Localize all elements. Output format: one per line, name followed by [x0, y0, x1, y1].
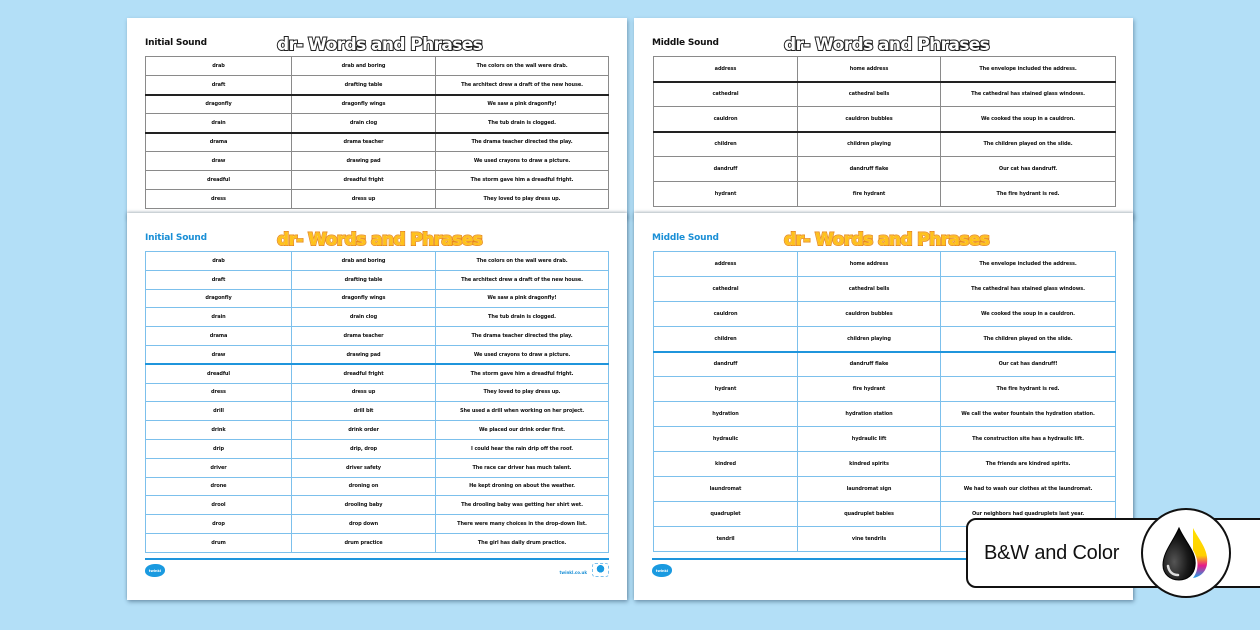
table-row: [146, 289, 609, 308]
sentence-cell: We saw a pink dragonfly!: [436, 289, 609, 308]
sentence-cell: The architect drew a draft of the new house.: [436, 270, 609, 289]
phrase-cell: kindred spirits: [798, 452, 941, 477]
sentence-cell: They loved to play dress up.: [436, 383, 609, 402]
table-row: [654, 327, 1116, 352]
phrase-cell: fire hydrant: [798, 377, 941, 402]
sentence-cell: The cathedral has stained glass windows.: [941, 82, 1116, 107]
word-cell: drain: [146, 308, 292, 327]
table-row: [146, 114, 609, 133]
word-cell: kindred: [654, 452, 798, 477]
table-row: [654, 57, 1116, 82]
sentence-cell: The fire hydrant is red.: [941, 182, 1116, 207]
ink-drops-svg: [1155, 522, 1217, 584]
phrase-cell: vine tendrils: [798, 527, 941, 552]
table-row: [654, 302, 1116, 327]
word-cell: drink: [146, 421, 292, 440]
phrase-cell: cathedral bells: [798, 82, 941, 107]
phrase-cell: drawing pad: [292, 152, 436, 171]
word-cell: quadruplet: [654, 502, 798, 527]
table-row: [654, 107, 1116, 132]
worksheet-title: dr- Words and Phrases: [277, 230, 483, 250]
word-cell: cauldron: [654, 107, 798, 132]
word-cell: dragonfly: [146, 95, 292, 114]
word-cell: draw: [146, 345, 292, 364]
word-cell: dandruff: [654, 352, 798, 377]
sentence-cell: The architect drew a draft of the new house.: [436, 76, 609, 95]
sentence-cell: The envelope included the address.: [941, 252, 1116, 277]
phrase-cell: dress up: [292, 383, 436, 402]
phrase-cell: dreadful fright: [292, 171, 436, 190]
table-row: [146, 252, 609, 271]
word-cell: drab: [146, 252, 292, 271]
phrase-cell: cauldron bubbles: [798, 302, 941, 327]
table-row: [654, 277, 1116, 302]
sentence-cell: They loved to play dress up.: [436, 190, 609, 209]
word-cell: children: [654, 327, 798, 352]
sentence-cell: She used a drill when working on her project.: [436, 402, 609, 421]
word-cell: drain: [146, 114, 292, 133]
word-cell: dreadful: [146, 364, 292, 383]
sentence-cell: The drooling baby was getting her shirt wet.: [436, 496, 609, 515]
worksheet-title: dr- Words and Phrases: [277, 35, 483, 55]
sentence-cell: We cooked the soup in a cauldron.: [941, 107, 1116, 132]
table-row: [654, 352, 1116, 377]
word-cell: drip: [146, 439, 292, 458]
table-row: [146, 57, 609, 76]
sentence-cell: The cathedral has stained glass windows.: [941, 277, 1116, 302]
sentence-cell: Our neighbors had quadruplets last year.: [941, 502, 1116, 527]
table-row: [146, 364, 609, 383]
phrase-cell: dragonfly wings: [292, 289, 436, 308]
sentence-cell: Our cat has dandruff.: [941, 157, 1116, 182]
phrase-cell: driver safety: [292, 458, 436, 477]
phrase-cell: drama teacher: [292, 133, 436, 152]
phrase-cell: children playing: [798, 327, 941, 352]
sound-label: Initial Sound: [145, 38, 207, 48]
worksheet-initial-sound-color: [127, 213, 627, 600]
phrase-cell: drum practice: [292, 533, 436, 552]
word-cell: cauldron: [654, 302, 798, 327]
table-row: [146, 439, 609, 458]
phrase-cell: children playing: [798, 132, 941, 157]
table-row: [146, 458, 609, 477]
phrase-cell: drab and boring: [292, 252, 436, 271]
word-table: [653, 251, 1116, 552]
phrase-cell: cathedral bells: [798, 277, 941, 302]
word-cell: children: [654, 132, 798, 157]
phrase-cell: drafting table: [292, 270, 436, 289]
table-row: [654, 477, 1116, 502]
sentence-cell: The storm gave him a dreadful fright.: [436, 171, 609, 190]
phrase-cell: dress up: [292, 190, 436, 209]
phrase-cell: dreadful fright: [292, 364, 436, 383]
worksheet-initial-sound-bw: [127, 18, 627, 218]
sentence-cell: The children played on the slide.: [941, 327, 1116, 352]
phrase-cell: dandruff flake: [798, 157, 941, 182]
table-row: [146, 327, 609, 346]
sound-label: Initial Sound: [145, 233, 207, 243]
table-row: [146, 533, 609, 552]
table-row: [146, 76, 609, 95]
sentence-cell: The colors on the wall were drab.: [436, 252, 609, 271]
word-cell: dandruff: [654, 157, 798, 182]
worksheet-middle-sound-bw: [634, 18, 1133, 218]
phrase-cell: hydration station: [798, 402, 941, 427]
ink-drops-icon: [1141, 508, 1231, 598]
sentence-cell: The storm gave him a dreadful fright.: [436, 364, 609, 383]
word-cell: hydrant: [654, 182, 798, 207]
sentence-cell: We used crayons to draw a picture.: [436, 152, 609, 171]
sentence-cell: The friends are kindred spirits.: [941, 452, 1116, 477]
sentence-cell: We had to wash our clothes at the laundromat.: [941, 477, 1116, 502]
table-row: [146, 152, 609, 171]
footer-quality-badge-icon: [592, 563, 609, 577]
word-cell: drama: [146, 327, 292, 346]
phrase-cell: droning on: [292, 477, 436, 496]
word-cell: drop: [146, 515, 292, 534]
sentence-cell: The girl has daily drum practice.: [436, 533, 609, 552]
word-cell: drool: [146, 496, 292, 515]
sentence-cell: The drama teacher directed the play.: [436, 133, 609, 152]
phrase-cell: drawing pad: [292, 345, 436, 364]
table-row: [654, 132, 1116, 157]
badge-label: B&W and Color: [984, 542, 1120, 564]
sentence-cell: He kept droning on about the weather.: [436, 477, 609, 496]
worksheet-title: dr- Words and Phrases: [784, 35, 990, 55]
word-cell: drama: [146, 133, 292, 152]
table-row: [146, 383, 609, 402]
table-row: [654, 402, 1116, 427]
word-cell: address: [654, 57, 798, 82]
phrase-cell: drop down: [292, 515, 436, 534]
worksheet-title: dr- Words and Phrases: [784, 230, 990, 250]
table-row: [146, 421, 609, 440]
word-cell: dress: [146, 190, 292, 209]
sentence-cell: The envelope included the address.: [941, 57, 1116, 82]
sentence-cell: We saw a pink dragonfly!: [436, 95, 609, 114]
sentence-cell: The race car driver has much talent.: [436, 458, 609, 477]
table-row: [654, 157, 1116, 182]
table-row: [146, 345, 609, 364]
phrase-cell: drink order: [292, 421, 436, 440]
sentence-cell: We cooked the soup in a cauldron.: [941, 302, 1116, 327]
sentence-cell: The construction site has a hydraulic lift.: [941, 427, 1116, 452]
twinkl-logo: twinkl: [145, 564, 165, 577]
sentence-cell: We call the water fountain the hydration station.: [941, 402, 1116, 427]
table-row: [654, 377, 1116, 402]
word-cell: draft: [146, 76, 292, 95]
table-row: [146, 496, 609, 515]
sound-label: Middle Sound: [652, 38, 719, 48]
word-cell: drone: [146, 477, 292, 496]
word-cell: cathedral: [654, 82, 798, 107]
table-row: [146, 402, 609, 421]
word-cell: hydraulic: [654, 427, 798, 452]
table-row: [146, 270, 609, 289]
table-row: [654, 182, 1116, 207]
sound-label: Middle Sound: [652, 233, 719, 243]
word-cell: drum: [146, 533, 292, 552]
word-cell: driver: [146, 458, 292, 477]
phrase-cell: home address: [798, 252, 941, 277]
phrase-cell: cauldron bubbles: [798, 107, 941, 132]
phrase-cell: drip, drop: [292, 439, 436, 458]
sentence-cell: The tub drain is clogged.: [436, 114, 609, 133]
phrase-cell: dragonfly wings: [292, 95, 436, 114]
word-cell: cathedral: [654, 277, 798, 302]
sentence-cell: We used crayons to draw a picture.: [436, 345, 609, 364]
table-row: [146, 95, 609, 114]
word-cell: hydration: [654, 402, 798, 427]
word-cell: laundromat: [654, 477, 798, 502]
phrase-cell: laundromat sign: [798, 477, 941, 502]
sentence-cell: We placed our drink order first.: [436, 421, 609, 440]
word-cell: dress: [146, 383, 292, 402]
phrase-cell: drain clog: [292, 308, 436, 327]
sentence-cell: There were many choices in the drop-down list.: [436, 515, 609, 534]
word-table: [145, 251, 609, 553]
word-table: [653, 56, 1116, 207]
table-row: [146, 308, 609, 327]
table-row: [654, 452, 1116, 477]
table-row: [654, 82, 1116, 107]
table-row: [654, 252, 1116, 277]
table-row: [146, 477, 609, 496]
phrase-cell: hydraulic lift: [798, 427, 941, 452]
word-cell: dreadful: [146, 171, 292, 190]
phrase-cell: drafting table: [292, 76, 436, 95]
word-cell: draft: [146, 270, 292, 289]
footer-link: twinkl.co.uk: [559, 570, 587, 575]
footer-rule: [145, 558, 609, 560]
word-cell: tendril: [654, 527, 798, 552]
word-cell: drill: [146, 402, 292, 421]
phrase-cell: drill bit: [292, 402, 436, 421]
table-row: [654, 427, 1116, 452]
table-row: [146, 133, 609, 152]
phrase-cell: home address: [798, 57, 941, 82]
phrase-cell: drooling baby: [292, 496, 436, 515]
twinkl-logo: twinkl: [652, 564, 672, 577]
sentence-cell: The children played on the slide.: [941, 132, 1116, 157]
word-cell: drab: [146, 57, 292, 76]
word-cell: hydrant: [654, 377, 798, 402]
phrase-cell: drama teacher: [292, 327, 436, 346]
phrase-cell: drab and boring: [292, 57, 436, 76]
sentence-cell: I could hear the rain drip off the roof.: [436, 439, 609, 458]
phrase-cell: fire hydrant: [798, 182, 941, 207]
table-row: [146, 171, 609, 190]
phrase-cell: dandruff flake: [798, 352, 941, 377]
phrase-cell: drain clog: [292, 114, 436, 133]
sentence-cell: The tub drain is clogged.: [436, 308, 609, 327]
table-row: [146, 190, 609, 209]
word-table: [145, 56, 609, 209]
sentence-cell: Our cat has dandruff!: [941, 352, 1116, 377]
table-row: [146, 515, 609, 534]
sentence-cell: The drama teacher directed the play.: [436, 327, 609, 346]
phrase-cell: quadruplet babies: [798, 502, 941, 527]
word-cell: address: [654, 252, 798, 277]
word-cell: dragonfly: [146, 289, 292, 308]
sentence-cell: The fire hydrant is red.: [941, 377, 1116, 402]
word-cell: draw: [146, 152, 292, 171]
sentence-cell: The colors on the wall were drab.: [436, 57, 609, 76]
